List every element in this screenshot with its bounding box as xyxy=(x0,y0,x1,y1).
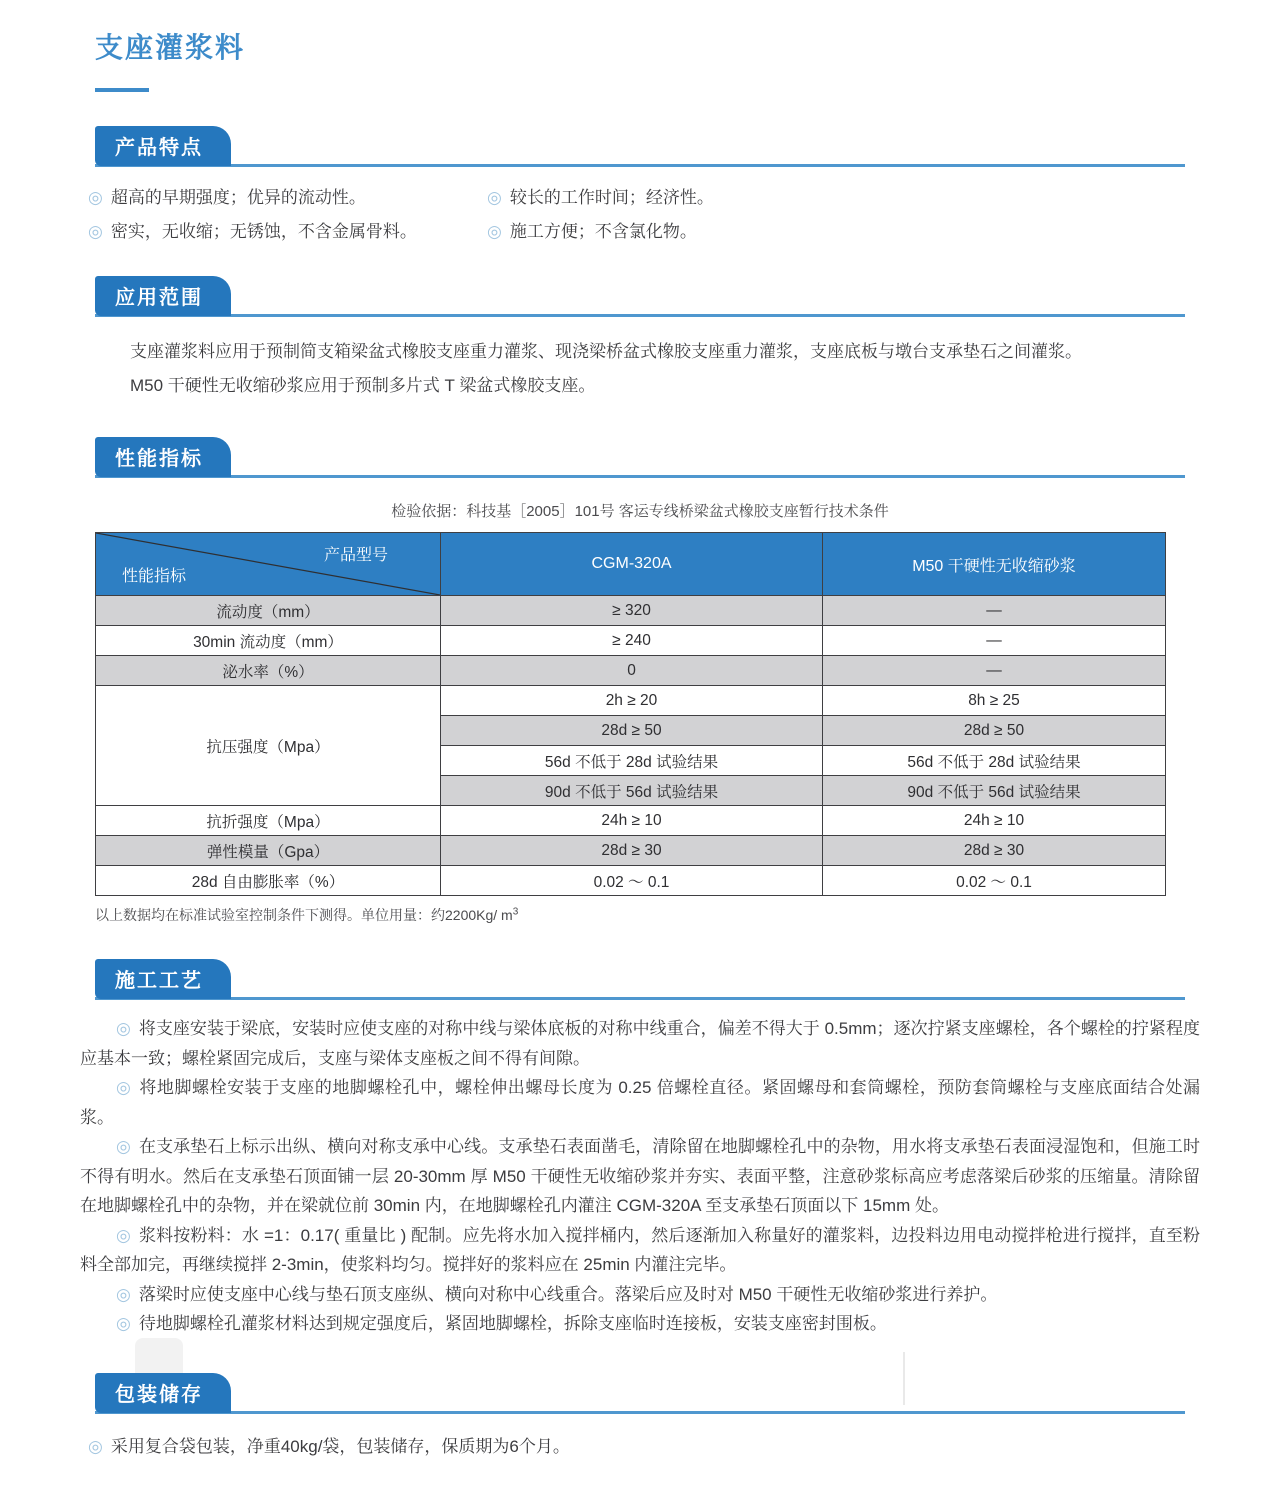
ring-bullet-icon: ◎ xyxy=(88,222,103,241)
table-row xyxy=(96,836,1166,866)
cgm-value: 24h ≥ 10 xyxy=(441,806,823,836)
ring-bullet-icon: ◎ xyxy=(88,188,103,207)
m50-value: — xyxy=(823,596,1166,626)
m50-value: 28d ≥ 50 xyxy=(823,716,1166,746)
row-label: 泌水率（%） xyxy=(96,656,441,686)
packaging-text: 采用复合袋包装，净重40kg/袋，包装储存，保质期为6个月。 xyxy=(110,1436,570,1456)
column-header-cgm: CGM-320A xyxy=(441,533,823,596)
row-label-compressive-strength: 抗压强度（Mpa） xyxy=(96,686,441,806)
m50-value: 56d 不低于 28d 试验结果 xyxy=(823,746,1166,776)
feature-item xyxy=(88,217,487,242)
row-label: 28d 自由膨胀率（%） xyxy=(96,866,441,896)
feature-item xyxy=(88,183,487,208)
ring-bullet-icon: ◎ xyxy=(487,188,502,207)
section-rule xyxy=(95,997,1185,1000)
step-text: 将支座安装于梁底，安装时应使支座的对称中线与梁体底板的对称中线重合，偏差不得大于 0.5mm；逐次拧紧支座螺栓，各个螺栓的拧紧程度应基本一致；螺栓紧固完成后，支座与梁体支座板之间不得有间隙。 xyxy=(80,1019,1200,1068)
table-row xyxy=(96,866,1166,896)
construction-steps xyxy=(80,1014,1200,1339)
cgm-value: ≥ 320 xyxy=(441,596,823,626)
cgm-value: ≥ 240 xyxy=(441,626,823,656)
table-row xyxy=(96,596,1166,626)
cgm-value: 0.02 ～ 0.1 xyxy=(441,866,823,896)
cgm-value: 90d 不低于 56d 试验结果 xyxy=(441,776,823,806)
cgm-value: 56d 不低于 28d 试验结果 xyxy=(441,746,823,776)
application-line: 支座灌浆料应用于预制简支箱梁盆式橡胶支座重力灌浆、现浇梁桥盆式橡胶支座重力灌浆，支座底板与墩台支承垫石之间灌浆。 xyxy=(130,342,1082,361)
m50-value: 8h ≥ 25 xyxy=(823,686,1166,716)
section-application-header xyxy=(95,276,1185,317)
construction-step xyxy=(80,1309,1200,1339)
feature-text: 密实，无收缩；无锈蚀，不含金属骨料。 xyxy=(110,222,417,241)
section-rule xyxy=(95,164,1185,167)
step-text: 落梁时应使支座中心线与垫石顶支座纵、横向对称中心线重合。落梁后应及时对 M50 干硬性无收缩砂浆进行养护。 xyxy=(138,1284,998,1304)
test-basis-note: 检验依据：科技基［2005］101号 客运专线桥梁盆式橡胶支座暂行技术条件 xyxy=(391,503,889,520)
section-performance-header xyxy=(95,437,1185,478)
section-packaging-header xyxy=(95,1373,1185,1414)
section-features-header xyxy=(95,126,1185,167)
m50-value: 0.02 ～ 0.1 xyxy=(823,866,1166,896)
page-title: 支座灌浆料 xyxy=(95,32,246,63)
feature-text: 超高的早期强度；优异的流动性。 xyxy=(110,188,366,207)
ring-bullet-icon: ◎ xyxy=(116,1078,132,1097)
cgm-value: 28d ≥ 50 xyxy=(441,716,823,746)
ring-bullet-icon: ◎ xyxy=(116,1019,131,1038)
construction-step xyxy=(80,1014,1200,1073)
construction-step xyxy=(80,1280,1200,1310)
m50-value: 28d ≥ 30 xyxy=(823,836,1166,866)
m50-value: — xyxy=(823,656,1166,686)
section-badge-performance: 性能指标 xyxy=(95,437,231,477)
application-line: M50 干硬性无收缩砂浆应用于预制多片式 T 梁盆式橡胶支座。 xyxy=(130,376,596,395)
table-row xyxy=(96,686,1166,716)
feature-text: 施工方便；不含氯化物。 xyxy=(509,222,697,241)
construction-step xyxy=(80,1073,1200,1132)
section-construction-header xyxy=(95,959,1185,1000)
cgm-value: 0 xyxy=(441,656,823,686)
section-rule xyxy=(95,1411,1185,1414)
section-badge-features: 产品特点 xyxy=(95,126,231,166)
row-label: 抗折强度（Mpa） xyxy=(96,806,441,836)
application-text xyxy=(95,335,1185,403)
section-rule xyxy=(95,314,1185,317)
table-corner-cell xyxy=(96,533,441,596)
corner-label-indicator: 性能指标 xyxy=(122,568,187,585)
construction-step xyxy=(80,1221,1200,1280)
footnote-superscript: 3 xyxy=(512,906,519,918)
cgm-value: 28d ≥ 30 xyxy=(441,836,823,866)
ring-bullet-icon: ◎ xyxy=(88,1436,103,1456)
section-badge-packaging: 包装储存 xyxy=(95,1373,231,1413)
ring-bullet-icon: ◎ xyxy=(116,1284,131,1304)
feature-item xyxy=(487,183,1185,208)
corner-label-product-model: 产品型号 xyxy=(323,547,388,564)
m50-value: — xyxy=(823,626,1166,656)
row-label: 30min 流动度（mm） xyxy=(96,626,441,656)
construction-step xyxy=(80,1132,1200,1221)
table-row xyxy=(96,656,1166,686)
feature-text: 较长的工作时间；经济性。 xyxy=(509,188,714,207)
ring-bullet-icon: ◎ xyxy=(116,1314,131,1333)
row-label: 流动度（mm） xyxy=(96,596,441,626)
step-text: 浆料按粉料：水 =1：0.17( 重量比 ) 配制。应先将水加入搅拌桶内，然后逐渐加入称量好的灌浆料，边投料边用电动搅拌枪进行搅拌，直至粉料全部加完，再继续搅拌 2-3min，使浆料均匀。搅拌好的浆料应在 25min 内灌注完毕。 xyxy=(80,1225,1200,1274)
title-underline xyxy=(95,88,149,92)
table-row xyxy=(96,806,1166,836)
m50-value: 24h ≥ 10 xyxy=(823,806,1166,836)
row-label: 弹性模量（Gpa） xyxy=(96,836,441,866)
m50-value: 90d 不低于 56d 试验结果 xyxy=(823,776,1166,806)
footnote-text: 以上数据均在标准试验室控制条件下测得。单位用量：约2200Kg/ m xyxy=(95,907,513,923)
feature-item xyxy=(487,217,1185,242)
ring-bullet-icon: ◎ xyxy=(116,1225,131,1245)
table-row xyxy=(96,626,1166,656)
section-badge-construction: 施工工艺 xyxy=(95,959,231,999)
ring-bullet-icon: ◎ xyxy=(116,1137,131,1156)
packaging-note xyxy=(88,1432,1185,1457)
features-list xyxy=(88,183,1185,242)
table-header-row xyxy=(96,533,1166,596)
section-rule xyxy=(95,475,1185,478)
column-header-m50: M50 干硬性无收缩砂浆 xyxy=(823,533,1166,596)
step-text: 将地脚螺栓安装于支座的地脚螺栓孔中，螺栓伸出螺母长度为 0.25 倍螺栓直径。紧固螺母和套筒螺栓，预防套筒螺栓与支座底面结合处漏浆。 xyxy=(80,1078,1201,1127)
table-footnote xyxy=(95,905,1185,925)
step-text: 在支承垫石上标示出纵、横向对称支承中心线。支承垫石表面凿毛，清除留在地脚螺栓孔中的杂物，用水将支承垫石表面浸湿饱和，但施工时不得有明水。然后在支承垫石顶面铺一层 20-30mm 厚 M50 干硬性无收缩砂浆并夯实、表面平整，注意砂浆标高应考虑落梁后砂浆的压缩量。清除留在地脚螺栓孔中的杂物，并在梁就位前 30min 内，在地脚螺栓孔内灌注 CGM-320A 至支承垫石顶面以下 15mm 处。 xyxy=(80,1137,1200,1215)
performance-table xyxy=(95,532,1166,896)
ring-bullet-icon: ◎ xyxy=(487,222,502,241)
step-text: 待地脚螺栓孔灌浆材料达到规定强度后，紧固地脚螺栓，拆除支座临时连接板，安装支座密封围板。 xyxy=(138,1314,887,1333)
section-badge-application: 应用范围 xyxy=(95,276,231,316)
cgm-value: 2h ≥ 20 xyxy=(441,686,823,716)
